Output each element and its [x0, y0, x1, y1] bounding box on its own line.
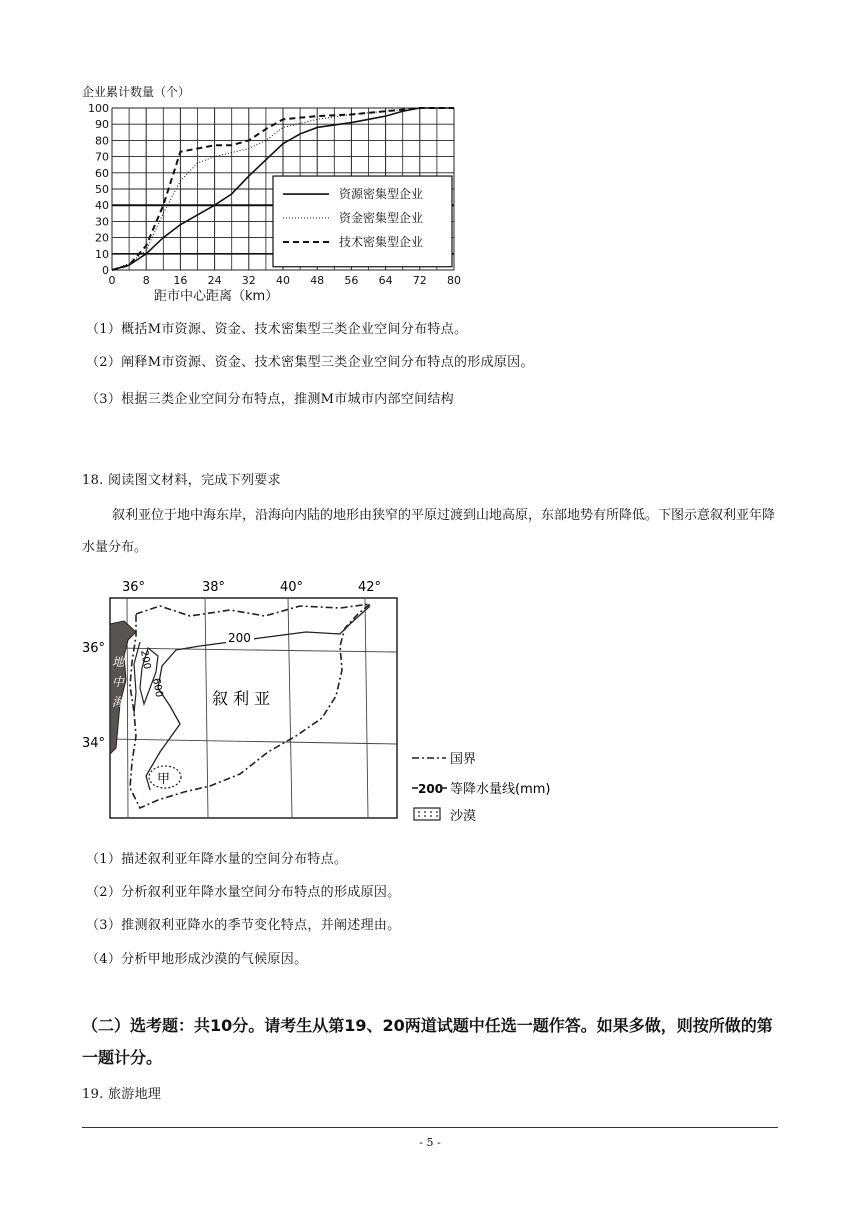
q17-item-3: （3）根据三类企业空间分布特点，推测M市城市内部空间结构 — [86, 392, 454, 407]
lat-label-36: 36° — [82, 641, 106, 656]
q18-item-1: （1）描述叙利亚年降水量的空间分布特点。 — [86, 852, 348, 867]
x-tick-label: 40 — [276, 274, 290, 287]
y-tick-label: 30 — [95, 215, 109, 229]
x-tick-label: 24 — [207, 274, 222, 287]
enterprise-distance-chart — [76, 80, 476, 305]
chart-title: 企业累计数量（个） — [82, 85, 191, 99]
y-tick-label: 0 — [102, 264, 109, 277]
legend-isoline-label: 等降水量线(mm) — [450, 782, 551, 797]
q17-item-1: （1）概括M市资源、资金、技术密集型三类企业空间分布特点。 — [86, 322, 468, 337]
x-tick-label: 72 — [412, 274, 427, 287]
x-tick-label: 8 — [142, 274, 150, 287]
x-axis-label: 距市中心距离（km） — [154, 289, 279, 304]
isoline-label-200: 200 — [228, 631, 251, 645]
legend-label-0: 资源密集型企业 — [339, 187, 424, 202]
sea-label-1: 地 — [112, 655, 125, 669]
q18-paragraph: 叙利亚位于地中海东岸，沿海向内陆的地形由狭窄的平原过渡到山地高原，东部地势有所降低。下图示意叙利亚年降水量分布。 — [82, 508, 776, 555]
q18-item-3: （3）推测叙利亚降水的季节变化特点，并阐述理由。 — [86, 918, 401, 933]
sea-label-3: 海 — [112, 695, 125, 709]
sea-label-2: 中 — [112, 675, 125, 689]
lat-label-34: 34° — [82, 736, 106, 751]
x-tick-label: 0 — [108, 274, 116, 287]
x-tick-label: 48 — [310, 274, 325, 287]
chart-legend — [273, 176, 452, 267]
y-tick-label: 40 — [95, 199, 109, 213]
lon-label-38: 38° — [202, 580, 226, 595]
y-tick-label: 100 — [88, 102, 109, 115]
legend-desert-label: 沙漠 — [450, 809, 477, 824]
syria-precipitation-map — [82, 576, 570, 836]
legend-label-1: 资金密集型企业 — [339, 211, 424, 226]
lon-label-40: 40° — [280, 580, 304, 595]
x-tick-label: 80 — [447, 274, 461, 287]
isoline-label-200-west: 200 — [138, 649, 153, 671]
y-tick-label: 60 — [95, 166, 109, 180]
x-tick-label: 64 — [378, 274, 393, 287]
q18-material — [82, 500, 782, 564]
isoline-label-600: 600 — [150, 677, 165, 699]
y-tick-label: 70 — [95, 150, 109, 164]
page-number: - 5 - — [419, 1136, 441, 1149]
q18-item-2: （2）分析叙利亚年降水量空间分布特点的形成原因。 — [86, 885, 401, 900]
y-tick-label: 80 — [95, 134, 109, 148]
x-tick-label: 56 — [344, 274, 359, 287]
map-legend — [412, 752, 550, 824]
q19-heading: 19. 旅游地理 — [82, 1087, 162, 1102]
legend-isoline-sample: 200 — [418, 782, 444, 796]
y-tick-label: 20 — [95, 231, 109, 245]
legend-label-2: 技术密集型企业 — [339, 235, 424, 250]
desert-label: 甲 — [157, 772, 171, 787]
y-axis-ticks — [88, 102, 109, 277]
lon-label-36: 36° — [122, 580, 146, 595]
legend-border-label: 国界 — [450, 752, 477, 767]
x-tick-label: 32 — [241, 274, 256, 287]
y-tick-label: 10 — [95, 247, 109, 261]
y-tick-label: 50 — [95, 183, 109, 196]
q18-heading: 18. 阅读图文材料，完成下列要求 — [82, 473, 281, 488]
legend-desert-symbol — [414, 808, 440, 820]
x-axis-ticks — [109, 274, 462, 287]
country-label: 叙 利 亚 — [212, 689, 271, 708]
optional-section-heading: （二）选考题：共10分。请考生从第19、20两道试题中任选一题作答。如果多做，则按所做的第一题计分。 — [82, 1016, 773, 1067]
y-tick-label: 90 — [95, 118, 109, 132]
q18-item-4: （4）分析甲地形成沙漠的气候原因。 — [86, 952, 308, 967]
footer-rule — [82, 1127, 778, 1128]
lon-label-42: 42° — [358, 580, 382, 595]
q17-item-2: （2）阐释M市资源、资金、技术密集型三类企业空间分布特点的形成原因。 — [86, 355, 534, 370]
x-tick-label: 16 — [173, 274, 188, 287]
